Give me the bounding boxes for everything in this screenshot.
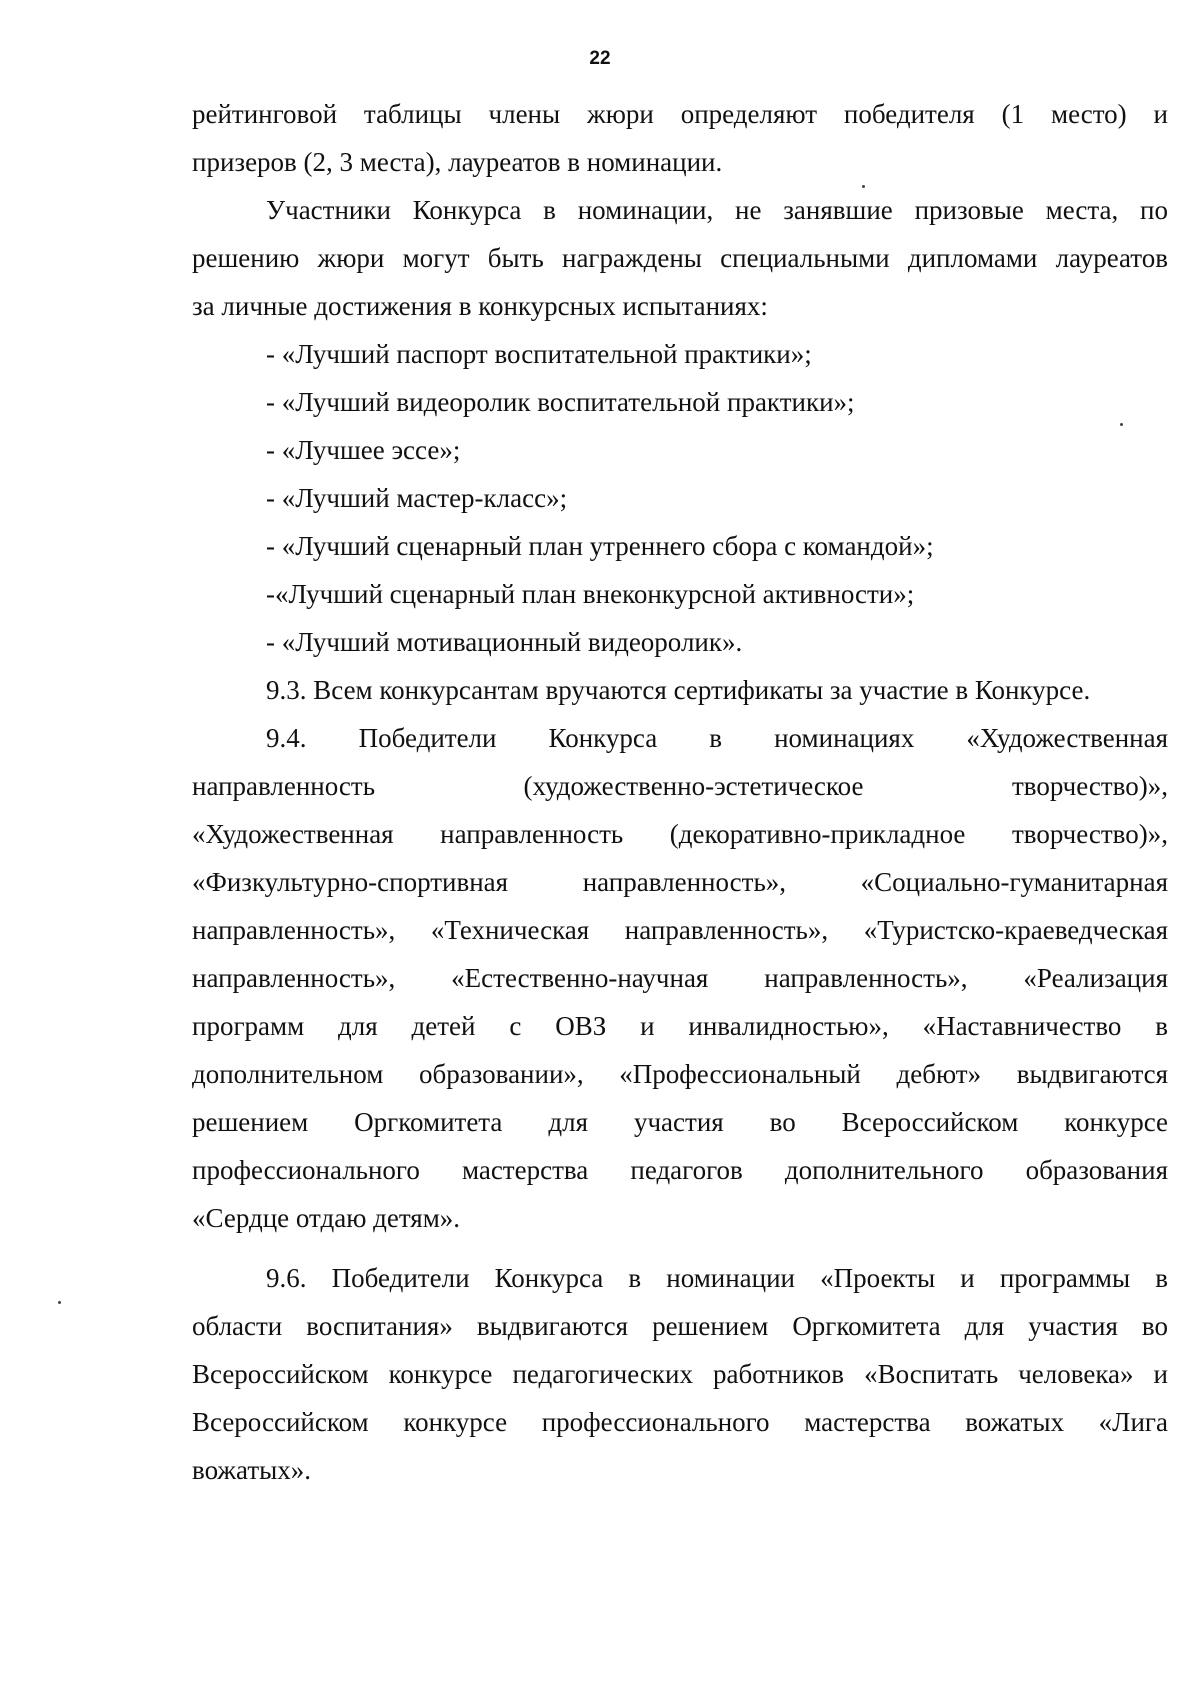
clause-9-3: 9.3. Всем конкурсантам вручаются сертификаты за участие в Конкурсе. — [266, 675, 1091, 705]
scan-speck — [1120, 423, 1123, 426]
paragraph-line: Всероссийском конкурсе профессионального мастерства вожатых «Лига — [192, 1407, 1168, 1437]
paragraph-line: направленность», «Естественно-научная направленность», «Реализация — [192, 963, 1168, 993]
paragraph-line: Всероссийском конкурсе педагогических работников «Воспитать человека» и — [192, 1359, 1168, 1389]
paragraph-line: за личные достижения в конкурсных испытаниях: — [192, 291, 768, 321]
list-item: -«Лучший сценарный план внеконкурсной активности»; — [266, 579, 915, 609]
paragraph-line: профессионального мастерства педагогов дополнительного образования — [192, 1155, 1168, 1185]
paragraph-line: призеров (2, 3 места), лауреатов в номинации. — [192, 147, 723, 177]
paragraph-line: дополнительном образовании», «Профессиональный дебют» выдвигаются — [192, 1059, 1168, 1089]
paragraph-line: направленность (художественно-эстетическое творчество)», — [192, 771, 1168, 801]
list-item: - «Лучший видеоролик воспитательной практики»; — [266, 387, 855, 417]
paragraph-line: программ для детей с ОВЗ и инвалидностью», «Наставничество в — [192, 1011, 1168, 1041]
paragraph-line: 9.4. Победители Конкурса в номинациях «Художественная — [266, 723, 1168, 753]
scan-speck — [862, 185, 865, 188]
paragraph-line: «Сердце отдаю детям». — [192, 1203, 461, 1233]
list-item: - «Лучшее эссе»; — [266, 435, 461, 465]
list-item: - «Лучший мастер-класс»; — [266, 483, 568, 513]
list-item: - «Лучший сценарный план утреннего сбора с командой»; — [266, 531, 934, 561]
page-number: 22 — [589, 48, 611, 69]
paragraph-line: вожатых». — [192, 1455, 312, 1485]
paragraph-line: рейтинговой таблицы члены жюри определяют победителя (1 место) и — [192, 99, 1168, 129]
paragraph-line: решению жюри могут быть награждены специальными дипломами лауреатов — [192, 243, 1168, 273]
paragraph-line: решением Оргкомитета для участия во Всероссийском конкурсе — [192, 1107, 1168, 1137]
list-item: - «Лучший паспорт воспитательной практики»; — [266, 339, 812, 369]
paragraph-line: «Физкультурно-спортивная направленность», «Социально-гуманитарная — [192, 867, 1168, 897]
paragraph-line: направленность», «Техническая направленность», «Туристско-краеведческая — [192, 915, 1168, 945]
paragraph-line: Участники Конкурса в номинации, не занявшие призовые места, по — [266, 195, 1168, 225]
paragraph-line: 9.6. Победители Конкурса в номинации «Проекты и программы в — [266, 1263, 1168, 1293]
paragraph-line: области воспитания» выдвигаются решением Оргкомитета для участия во — [192, 1311, 1168, 1341]
paragraph-line: «Художественная направленность (декоративно-прикладное творчество)», — [192, 819, 1168, 849]
scan-speck — [58, 1301, 61, 1304]
list-item: - «Лучший мотивационный видеоролик». — [266, 627, 743, 657]
